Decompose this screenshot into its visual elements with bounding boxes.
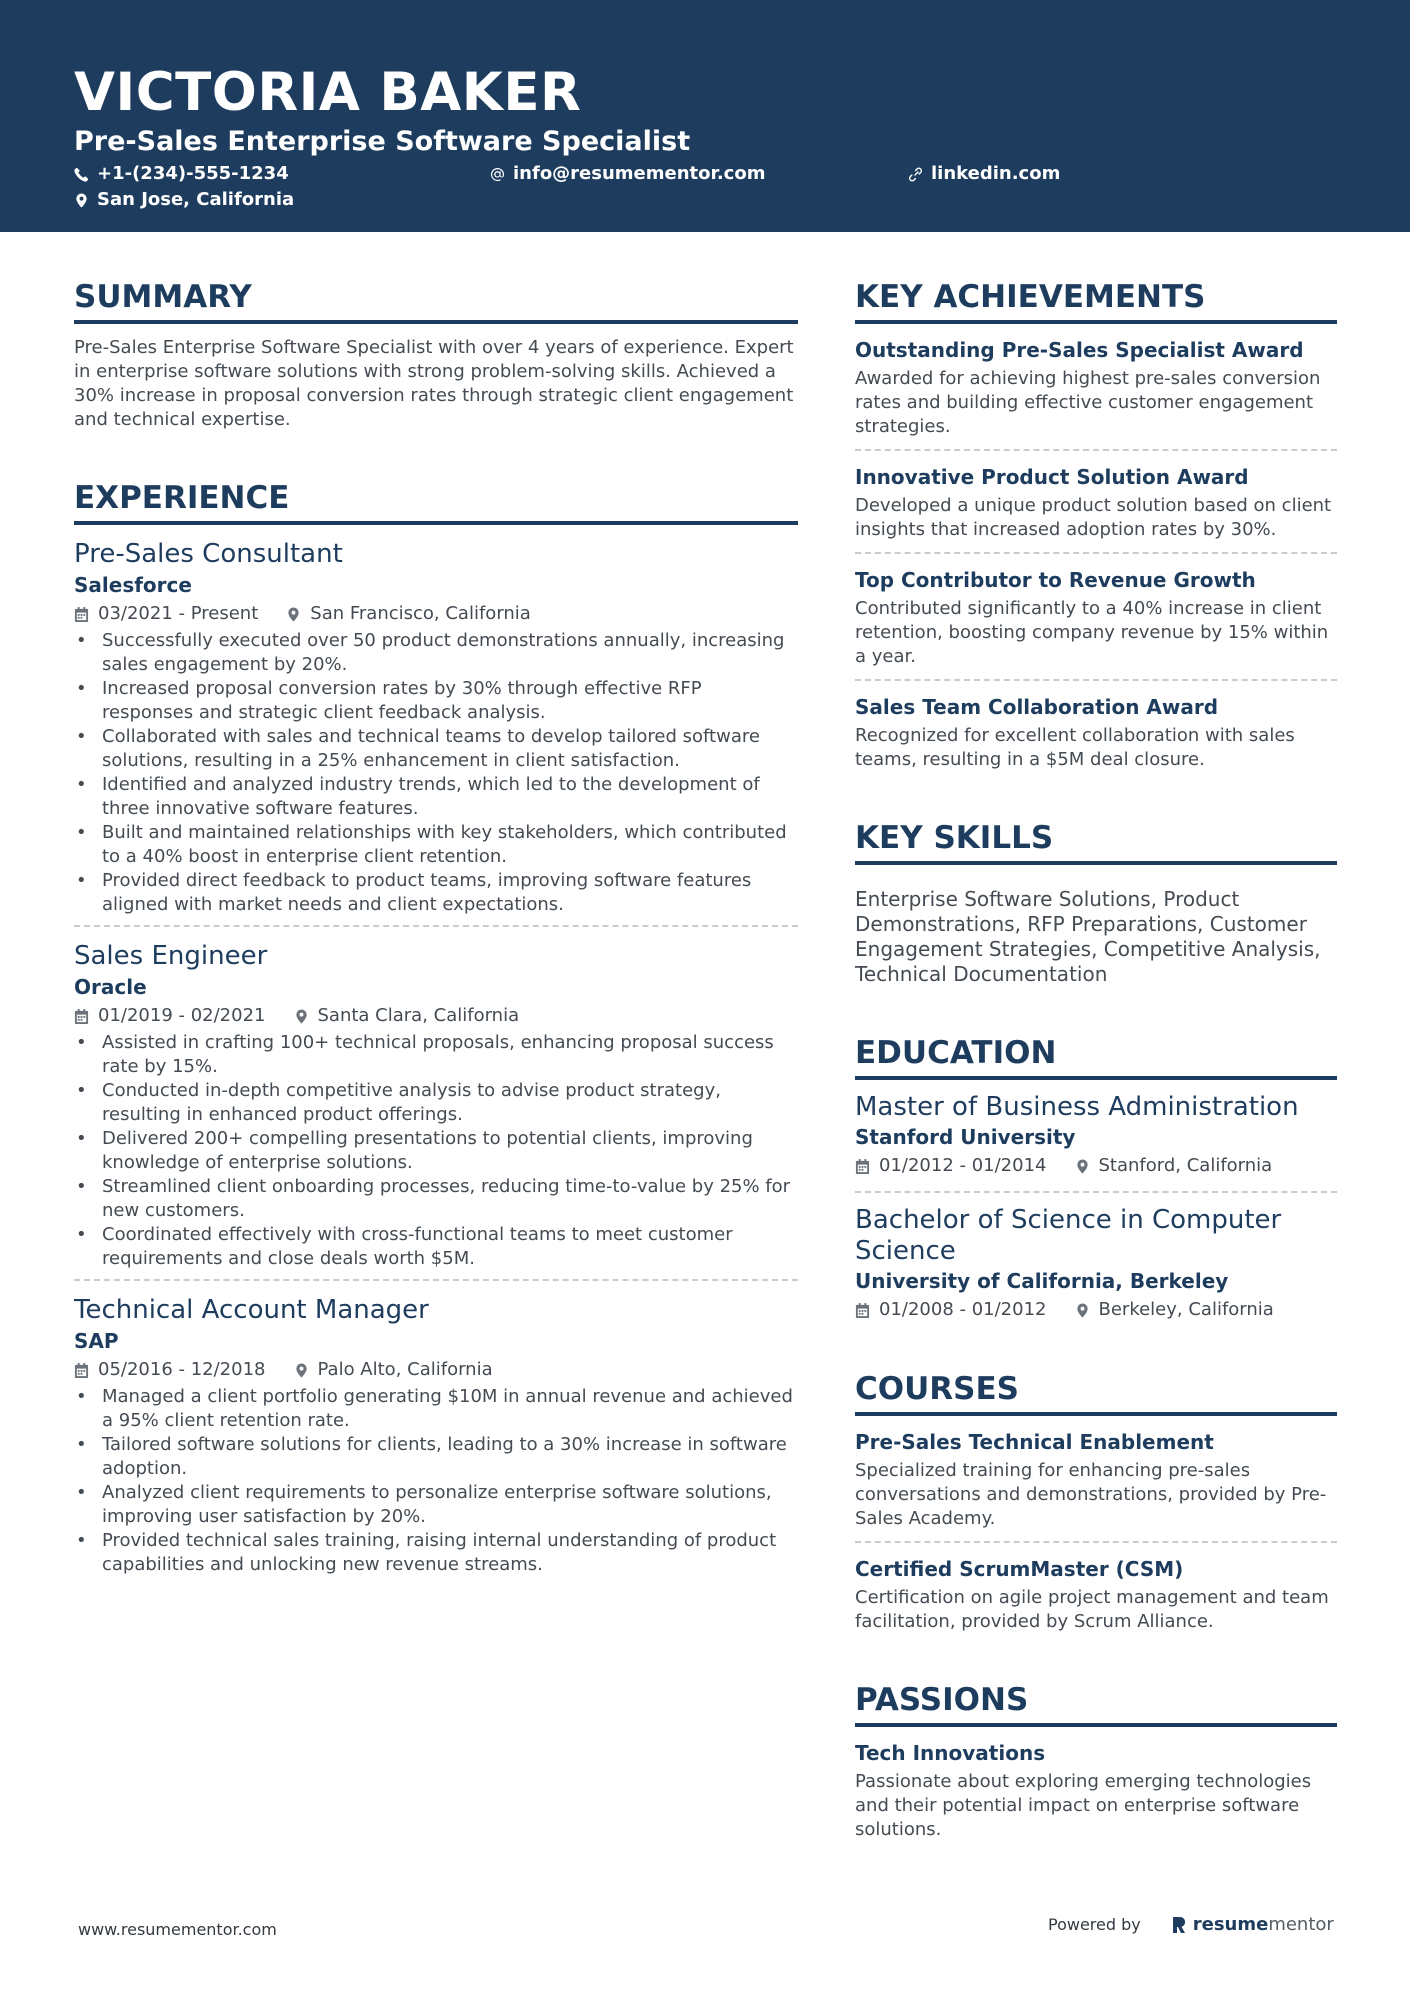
school: Stanford University: [855, 1125, 1076, 1149]
skills-text: Enterprise Software Solutions, Product Demonstrations, RFP Preparations, Customer Engagement Strategies, Competitive Analysis, Technical Documentation: [855, 887, 1321, 986]
date-location: [74, 1003, 798, 1029]
passions-section: [855, 1679, 1337, 1842]
bullet-item: • Increased proposal conversion rates by 30% through effective RFP responses and strategic client feedback analysis.: [74, 677, 798, 725]
footer-website[interactable]: www.resumementor.com: [78, 1920, 277, 1939]
section-heading: KEY SKILLS: [855, 817, 1337, 865]
bullet-item: • Identified and analyzed industry trends, which led to the development of three innovative software features.: [74, 773, 798, 821]
phone-text: +1-(234)-555-1234: [97, 163, 289, 184]
left-column: [74, 276, 798, 1630]
education-item: [855, 1205, 1337, 1323]
bullet-item: • Conducted in-depth competitive analysis to advise product strategy, resulting in enhanced product offerings.: [74, 1079, 798, 1127]
achievements-item: [855, 693, 1337, 772]
dates: 05/2016 - 12/2018: [98, 1359, 266, 1380]
bullet-item: • Delivered 200+ compelling presentations to potential clients, improving knowledge of enterprise solutions.: [74, 1127, 798, 1175]
powered-by-label: Powered by: [1048, 1915, 1141, 1934]
location-pin-icon: [294, 1009, 309, 1024]
email-text: info@resumementor.com: [513, 163, 766, 184]
courses-item: [855, 1428, 1337, 1543]
candidate-title: Pre-Sales Enterprise Software Specialist: [74, 126, 691, 157]
job-role: Technical Account Manager: [74, 1295, 429, 1325]
section-heading: COURSES: [855, 1368, 1337, 1416]
calendar-icon: [74, 1009, 89, 1024]
location-text: San Jose, California: [97, 189, 295, 210]
brand-text-bold: resume: [1192, 1914, 1269, 1935]
date-location: [74, 1357, 798, 1383]
job-entry: [74, 1293, 798, 1585]
section-heading: SUMMARY: [74, 276, 798, 324]
calendar-icon: [74, 1363, 89, 1378]
summary-text: Pre-Sales Enterprise Software Specialist with over 4 years of experience. Expert in enterprise software solutions with strong problem-solving skills. Achieved a 30% increase in proposal conversion rates through strategic client engagement and technical expertise.: [74, 337, 794, 430]
dates: 01/2019 - 02/2021: [98, 1005, 266, 1026]
location-pin-icon: [74, 193, 89, 208]
section-heading: PASSIONS: [855, 1679, 1337, 1727]
achievements-item: [855, 336, 1337, 451]
job-company: Oracle: [74, 975, 147, 999]
bullet-item: • Coordinated effectively with cross-functional teams to meet customer requirements and close deals worth $5M.: [74, 1223, 798, 1271]
location: San Francisco, California: [310, 603, 531, 624]
dates: 01/2012 - 01/2014: [879, 1155, 1047, 1176]
item-description: Specialized training for enhancing pre-sales conversations and demonstrations, provided by Pre-Sales Academy.: [855, 1460, 1327, 1529]
item-title: Outstanding Pre-Sales Specialist Award: [855, 338, 1304, 362]
contact-phone[interactable]: [74, 162, 289, 186]
location: Palo Alto, California: [317, 1359, 493, 1380]
calendar-icon: [855, 1159, 870, 1174]
bullet-item: • Provided technical sales training, raising internal understanding of product capabilities and unlocking new revenue streams.: [74, 1529, 798, 1577]
skills-section: [855, 817, 1337, 987]
achievement-list: [855, 336, 1337, 772]
section-heading: EXPERIENCE: [74, 477, 798, 525]
job-entry: [74, 939, 798, 1281]
achievements-item: [855, 566, 1337, 681]
bullet-item: • Built and maintained relationships with key stakeholders, which contributed to a 40% boost in enterprise client retention.: [74, 821, 798, 869]
footer-branding: [1048, 1914, 1334, 1935]
location-pin-icon: [294, 1363, 309, 1378]
job-role: Pre-Sales Consultant: [74, 539, 343, 569]
experience-section: [74, 477, 798, 1585]
item-description: Recognized for excellent collaboration with sales teams, resulting in a $5M deal closure.: [855, 725, 1295, 770]
resumementor-logo-icon: [1171, 1916, 1187, 1934]
job-role: Sales Engineer: [74, 941, 268, 971]
passion-list: [855, 1739, 1337, 1842]
brand-logo[interactable]: [1171, 1914, 1334, 1935]
bullet-item: • Assisted in crafting 100+ technical proposals, enhancing proposal success rate by 15%.: [74, 1031, 798, 1079]
date-location: [855, 1153, 1337, 1179]
course-list: [855, 1428, 1337, 1634]
bullet-item: • Tailored software solutions for clients, leading to a 30% increase in software adoption.: [74, 1433, 798, 1481]
right-column: [855, 276, 1337, 1887]
location: Berkeley, California: [1098, 1299, 1274, 1320]
item-description: Passionate about exploring emerging technologies and their potential impact on enterprise software solutions.: [855, 1771, 1312, 1840]
bullet-item: • Managed a client portfolio generating $10M in annual revenue and achieved a 95% client retention rate.: [74, 1385, 798, 1433]
location-pin-icon: [1075, 1159, 1090, 1174]
location-pin-icon: [286, 607, 301, 622]
job-company: SAP: [74, 1329, 119, 1353]
degree: Bachelor of Science in Computer Science: [855, 1205, 1282, 1266]
phone-icon: [74, 167, 89, 182]
item-title: Tech Innovations: [855, 1741, 1046, 1765]
calendar-icon: [74, 607, 89, 622]
link-icon: [908, 167, 923, 182]
item-description: Certification on agile project management and team facilitation, provided by Scrum Alliance.: [855, 1587, 1329, 1632]
item-description: Contributed significantly to a 40% increase in client retention, boosting company revenue by 15% within a year.: [855, 598, 1329, 667]
bullet-item: • Analyzed client requirements to personalize enterprise software solutions, improving user satisfaction by 20%.: [74, 1481, 798, 1529]
dates: 01/2008 - 01/2012: [879, 1299, 1047, 1320]
job-company: Salesforce: [74, 573, 192, 597]
date-location: [74, 601, 798, 627]
courses-item: [855, 1555, 1337, 1634]
school: University of California, Berkeley: [855, 1269, 1229, 1293]
calendar-icon: [855, 1303, 870, 1318]
candidate-name: VICTORIA BAKER: [74, 62, 582, 123]
job-bullets: [74, 1385, 798, 1577]
item-title: Certified ScrumMaster (CSM): [855, 1557, 1184, 1581]
achievements-section: [855, 276, 1337, 772]
job-list: [74, 537, 798, 1585]
item-description: Awarded for achieving highest pre-sales conversion rates and building effective customer engagement strategies.: [855, 368, 1321, 437]
degree: Master of Business Administration: [855, 1092, 1299, 1122]
item-description: Developed a unique product solution based on client insights that increased adoption rates by 30%.: [855, 495, 1332, 540]
resume-header: [0, 0, 1410, 232]
passions-item: [855, 1739, 1337, 1842]
location-pin-icon: [1075, 1303, 1090, 1318]
item-title: Innovative Product Solution Award: [855, 465, 1249, 489]
courses-section: [855, 1368, 1337, 1634]
section-heading: EDUCATION: [855, 1032, 1337, 1080]
item-title: Pre-Sales Technical Enablement: [855, 1430, 1214, 1454]
item-title: Top Contributor to Revenue Growth: [855, 568, 1256, 592]
contact-email[interactable]: [490, 162, 765, 186]
summary-section: [74, 276, 798, 432]
brand-text-light: mentor: [1268, 1914, 1334, 1935]
bullet-item: • Successfully executed over 50 product demonstrations annually, increasing sales engagement by 20%.: [74, 629, 798, 677]
job-entry: [74, 537, 798, 927]
contact-linkedin[interactable]: [908, 162, 1060, 186]
section-heading: KEY ACHIEVEMENTS: [855, 276, 1337, 324]
bullet-item: • Provided direct feedback to product teams, improving software features aligned with market needs and client expectations.: [74, 869, 798, 917]
location: Santa Clara, California: [317, 1005, 520, 1026]
bullet-item: • Collaborated with sales and technical teams to develop tailored software solutions, resulting in a 25% enhancement in client satisfaction.: [74, 725, 798, 773]
education-item: [855, 1092, 1337, 1193]
job-bullets: [74, 629, 798, 917]
contact-location: [74, 188, 294, 212]
education-section: [855, 1032, 1337, 1323]
linkedin-text: linkedin.com: [931, 163, 1061, 184]
job-bullets: [74, 1031, 798, 1271]
item-title: Sales Team Collaboration Award: [855, 695, 1219, 719]
at-icon: [490, 167, 505, 182]
date-location: [855, 1297, 1337, 1323]
achievements-item: [855, 463, 1337, 554]
bullet-item: • Streamlined client onboarding processes, reducing time-to-value by 25% for new customers.: [74, 1175, 798, 1223]
education-list: [855, 1092, 1337, 1323]
dates: 03/2021 - Present: [98, 603, 259, 624]
location: Stanford, California: [1098, 1155, 1273, 1176]
